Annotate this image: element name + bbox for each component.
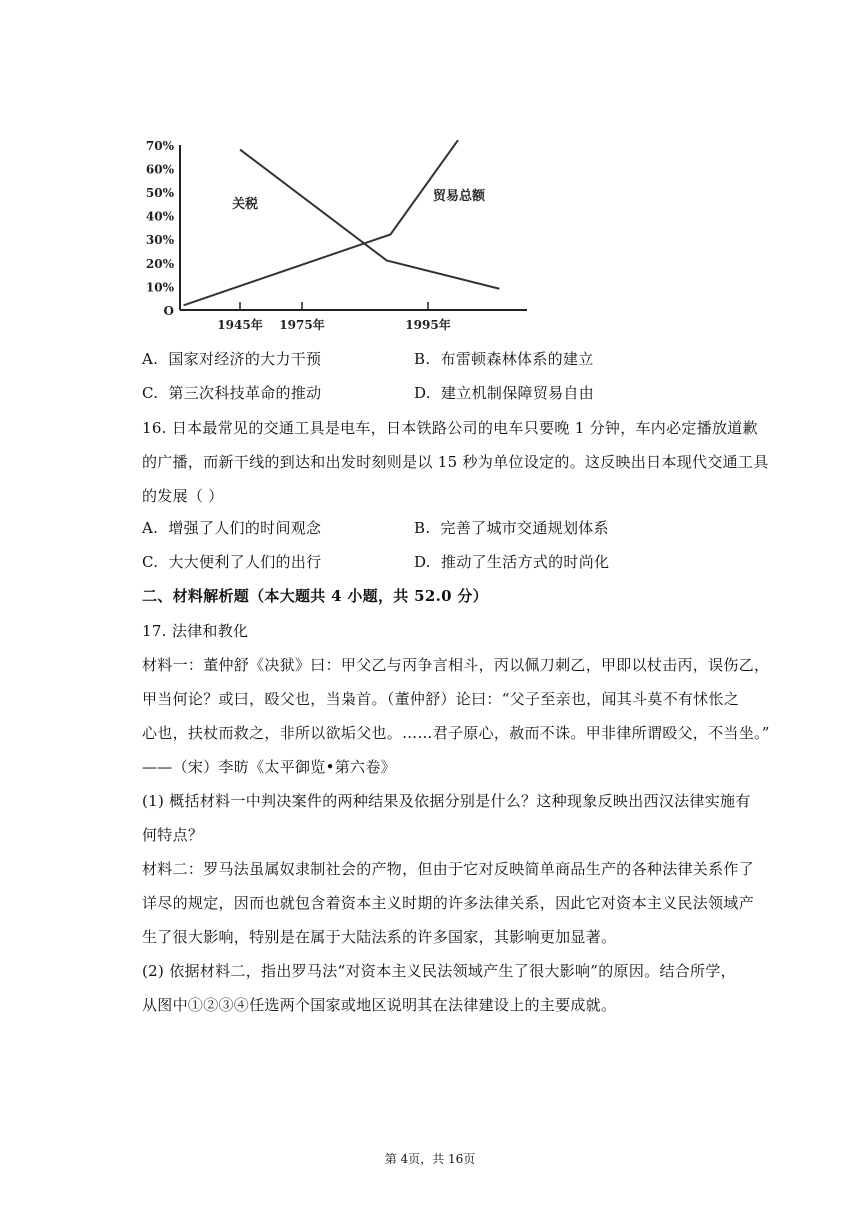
q16-stem-line: 16. 日本最常见的交通工具是电车，日本铁路公司的电车只要晚 1 分钟，车内必定播放道歉	[142, 419, 758, 437]
q17-material-line: 材料二：罗马法虽属奴隶制社会的产物，但由于它对反映简单商品生产的各种法律关系作了	[142, 860, 755, 878]
q17-material-line: 详尽的规定，因而也就包含着资本主义时期的许多法律关系，因此它对资本主义民法领域产	[142, 894, 755, 912]
y-tick-label: 30%	[145, 233, 174, 248]
y-tick-label: 40%	[145, 209, 174, 224]
line-chart	[135, 140, 535, 340]
series-label-tariff: 关税	[232, 197, 259, 212]
q17-title: 17. 法律和教化	[142, 622, 249, 640]
y-tick-label: 20%	[145, 256, 174, 271]
series-label-trade: 贸易总额	[433, 189, 486, 204]
q15-option-b: B. 布雷顿森林体系的建立	[414, 350, 594, 368]
q17-material-line: 材料一：董仲舒《决狱》曰：甲父乙与丙争言相斗，丙以佩刀刺乙，甲即以杖击丙，误伤乙，	[142, 656, 770, 674]
q17-material-line: 甲当何论？或曰，殴父也，当枭首。（董仲舒）论曰：“父子至亲也，闻其斗莫不有怵怅之	[142, 690, 740, 708]
q16-option-c: C. 大大便利了人们的出行	[142, 553, 322, 571]
y-tick-label: 10%	[145, 280, 174, 295]
x-tick-label: 1945年	[217, 318, 263, 332]
series-line-trade	[184, 140, 458, 305]
q16-stem-line: 的广播，而新干线的到达和出发时刻则是以 15 秒为单位设定的。这反映出日本现代交通工具	[142, 453, 769, 471]
q15-option-c: C. 第三次科技革命的推动	[142, 384, 322, 402]
q17-source-line: ——（宋）李昉《太平御览•第六卷》	[142, 758, 396, 776]
q15-option-d: D. 建立机制保障贸易自由	[414, 384, 595, 402]
series-line-tariff	[240, 150, 499, 289]
y-tick-label: 70%	[145, 140, 174, 153]
q17-question-1: (1) 概括材料一中判决案件的两种结果及依据分别是什么？这种现象反映出西汉法律实施有	[142, 792, 751, 810]
q15-option-a: A. 国家对经济的大力干预	[142, 350, 322, 368]
page-footer: 第 4页，共 16页	[384, 1152, 476, 1166]
q16-option-a: A. 增强了人们的时间观念	[142, 519, 322, 537]
x-tick-label: 1975年	[279, 318, 325, 332]
q17-material-line: 心也，扶杖而救之，非所以欲垢父也。……君子原心，赦而不诛。甲非律所谓殴父，不当坐。”	[142, 724, 770, 742]
y-tick-label: O	[163, 304, 174, 318]
q17-question-2-cont: 从图中①②③④任选两个国家或地区说明其在法律建设上的主要成就。	[142, 996, 617, 1014]
q17-question-1-cont: 何特点？	[142, 826, 204, 844]
section-heading: 二、材料解析题（本大题共 4 小题，共 52.0 分）	[142, 587, 488, 605]
q17-material-line: 生了很大影响，特别是在属于大陆法系的许多国家，其影响更加显著。	[142, 928, 617, 946]
q17-question-2: (2) 依据材料二，指出罗马法“对资本主义民法领域产生了很大影响”的原因。结合所学，	[142, 962, 736, 980]
x-tick-label: 1995年	[405, 318, 451, 332]
q16-option-b: B. 完善了城市交通规划体系	[414, 519, 609, 537]
q16-stem-line: 的发展（ ）	[142, 487, 224, 505]
y-tick-label: 50%	[145, 186, 174, 200]
q16-option-d: D. 推动了生活方式的时尚化	[414, 553, 610, 571]
y-tick-label: 60%	[145, 162, 174, 177]
